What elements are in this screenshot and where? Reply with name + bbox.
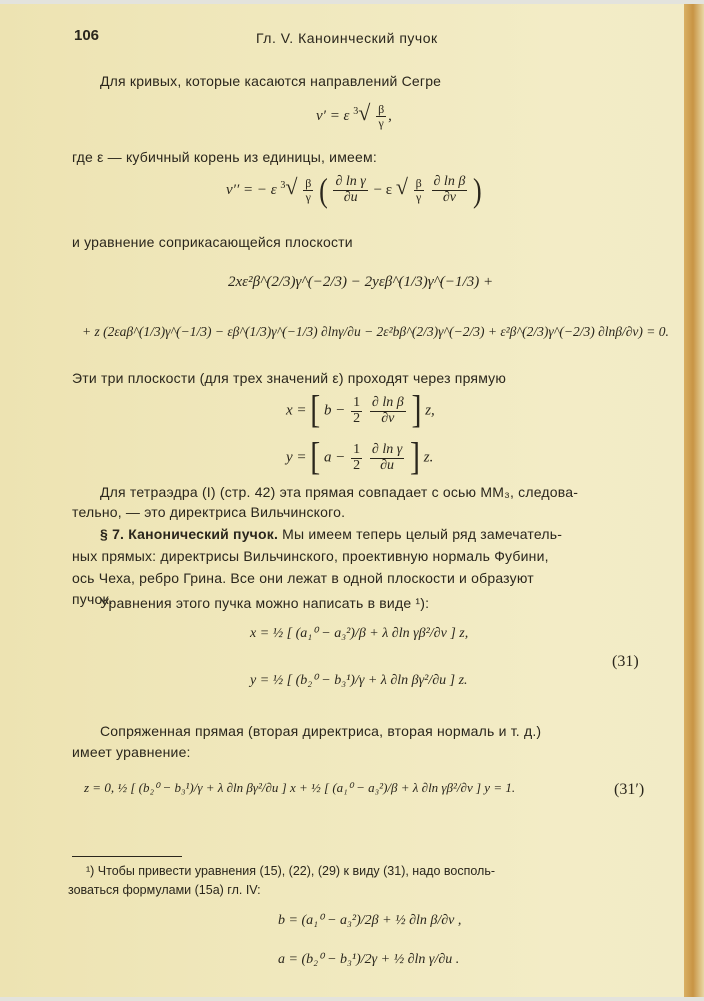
deriv-den: ∂v (381, 410, 395, 426)
equation-number-31-prime: (31′) (614, 781, 645, 798)
scan-border (0, 997, 704, 1001)
eq2-f1-num: β (305, 176, 312, 191)
half-den: 2 (353, 457, 361, 473)
paragraph-tetrahedron-line1: Для тетраэдра (I) (стр. 42) эта прямая совпадает с осью MM₃, следова- (100, 484, 579, 500)
eq4x-lhs: x = (286, 402, 307, 419)
eq4y-lhs: y = (286, 449, 307, 466)
section-7-line1 (100, 526, 562, 542)
eq2-d1-den: ∂u (343, 190, 358, 206)
eq1-fraction (376, 103, 386, 129)
eq4x-term: b − (324, 402, 346, 419)
eq2-lhs: v′′ = − ε (226, 182, 277, 198)
eq2-root-index: 3 (280, 180, 286, 191)
eq1-num: β (378, 102, 385, 117)
page-number: 106 (74, 27, 100, 44)
eq4y-half (351, 443, 362, 473)
close-bracket: ] (411, 388, 422, 432)
radical-sign: √ (285, 174, 298, 199)
eq2-d1-num: ∂ ln γ (335, 174, 366, 190)
radical-sign: √ (395, 174, 408, 199)
half-num: 1 (353, 394, 361, 410)
radical-sign: √ (358, 100, 371, 125)
running-head: Гл. V. Каноинческий пучок (256, 30, 438, 46)
eq2-d2-den: ∂v (442, 190, 456, 206)
eq4x-tail: z, (425, 402, 435, 419)
half-den: 2 (353, 410, 361, 426)
footnote-equation-a: a = (b₂⁰ − b₃¹)/2γ + ½ ∂ln γ/∂u . (278, 952, 460, 967)
deriv-num: ∂ ln γ (371, 441, 403, 457)
half-num: 1 (353, 441, 361, 457)
paragraph-conjugate-line1: Сопряженная прямая (вторая директриса, вторая нормаль и т. д.) (100, 723, 542, 739)
equation-v-double-prime (226, 171, 482, 209)
footnote-line2: зоваться формулами (15a) гл. IV: (68, 883, 261, 897)
equation-31-y: y = ½ [ (b₂⁰ − b₃¹)/γ + λ ∂ln βγ²/∂u ] z. (250, 673, 468, 688)
paragraph-three-planes: Эти три плоскости (для трех значений ε) проходят через прямую (72, 370, 507, 386)
eq1-root-index: 3 (353, 106, 359, 117)
close-paren: ) (473, 171, 482, 209)
equation-x-line (286, 388, 435, 432)
paragraph-conjugate-line2: имеет уравнение: (72, 744, 191, 760)
equation-v-prime (316, 100, 392, 130)
paragraph-tetrahedron-line2: тельно, — это директриса Вильчинского. (72, 504, 346, 520)
eq2-mid: − ε (373, 182, 393, 198)
paragraph-segre: Для кривых, которые касаются направлений Сегре (100, 73, 442, 89)
page-edge-shadow (684, 4, 704, 997)
section-7-line3: ось Чеха, ребро Грина. Все они лежат в одной плоскости и образуют (72, 570, 534, 586)
eq4x-deriv (370, 396, 406, 426)
equation-osculating-line2: + z (2εaβ^(1/3)γ^(−1/3) − εβ^(1/3)γ^(−1/3) ∂lnγ/∂u − 2ε²bβ^(2/3)γ^(−2/3) + ε²β^(2/3)γ^(−2/3) ∂lnβ/∂v) = 0. (82, 324, 669, 339)
eq2-deriv1 (333, 175, 367, 205)
eq4y-tail: z. (423, 449, 434, 466)
equation-31-prime: z = 0, ½ [ (b₂⁰ − b₃¹)/γ + λ ∂ln βγ²/∂u ] x + ½ [ (a₁⁰ − a₃²)/β + λ ∂ln γβ²/∂v ] y = 1. (84, 780, 516, 795)
eq1-tail: , (388, 108, 392, 124)
eq4y-deriv (370, 443, 404, 473)
eq1-lhs: v′ = ε (316, 108, 350, 124)
eq1-den: γ (378, 116, 384, 131)
eq4y-term: a − (324, 449, 346, 466)
equation-31-x: x = ½ [ (a₁⁰ − a₃²)/β + λ ∂ln γβ²/∂v ] z, (250, 626, 469, 641)
equation-y-line (286, 435, 434, 479)
open-bracket: [ (310, 388, 321, 432)
eq2-f2-num: β (415, 176, 422, 191)
paragraph-epsilon: где ε — кубичный корень из единицы, имеем: (72, 149, 377, 165)
equation-number-31: (31) (612, 653, 639, 670)
open-bracket: [ (310, 435, 321, 479)
section-7-line2: ных прямых: директрисы Вильчинского, проективную нормаль Фубини, (72, 548, 549, 564)
section-heading: § 7. Канонический пучок. (100, 526, 279, 542)
section-7-line4: пучок. (72, 591, 113, 607)
eq2-f1-den: γ (305, 190, 311, 205)
eq2-deriv2 (432, 175, 468, 205)
footnote-equation-b: b = (a₁⁰ − a₃²)/2β + ½ ∂ln β/∂v , (278, 913, 462, 928)
equation-osculating-line1: 2xε²β^(2/3)γ^(−2/3) − 2yεβ^(1/3)γ^(−1/3) + (228, 274, 494, 290)
eq2-frac1 (303, 177, 313, 203)
eq4x-half (351, 396, 362, 426)
footnote-rule (72, 856, 182, 857)
close-bracket: ] (409, 435, 420, 479)
paragraph-pencil-equations: Уравнения этого пучка можно написать в виде ¹): (100, 595, 430, 611)
open-paren: ( (319, 171, 328, 209)
footnote-line1: ¹) Чтобы привести уравнения (15), (22), (29) к виду (31), надо восполь- (86, 864, 496, 878)
deriv-den: ∂u (380, 457, 395, 473)
eq2-frac2 (414, 177, 424, 203)
eq2-f2-den: γ (416, 190, 422, 205)
paragraph-osculating-plane: и уравнение соприкасающейся плоскости (72, 234, 353, 250)
eq2-d2-num: ∂ ln β (433, 174, 466, 190)
section-7-text: Мы имеем теперь целый ряд замечатель- (282, 526, 563, 542)
deriv-num: ∂ ln β (371, 394, 404, 410)
